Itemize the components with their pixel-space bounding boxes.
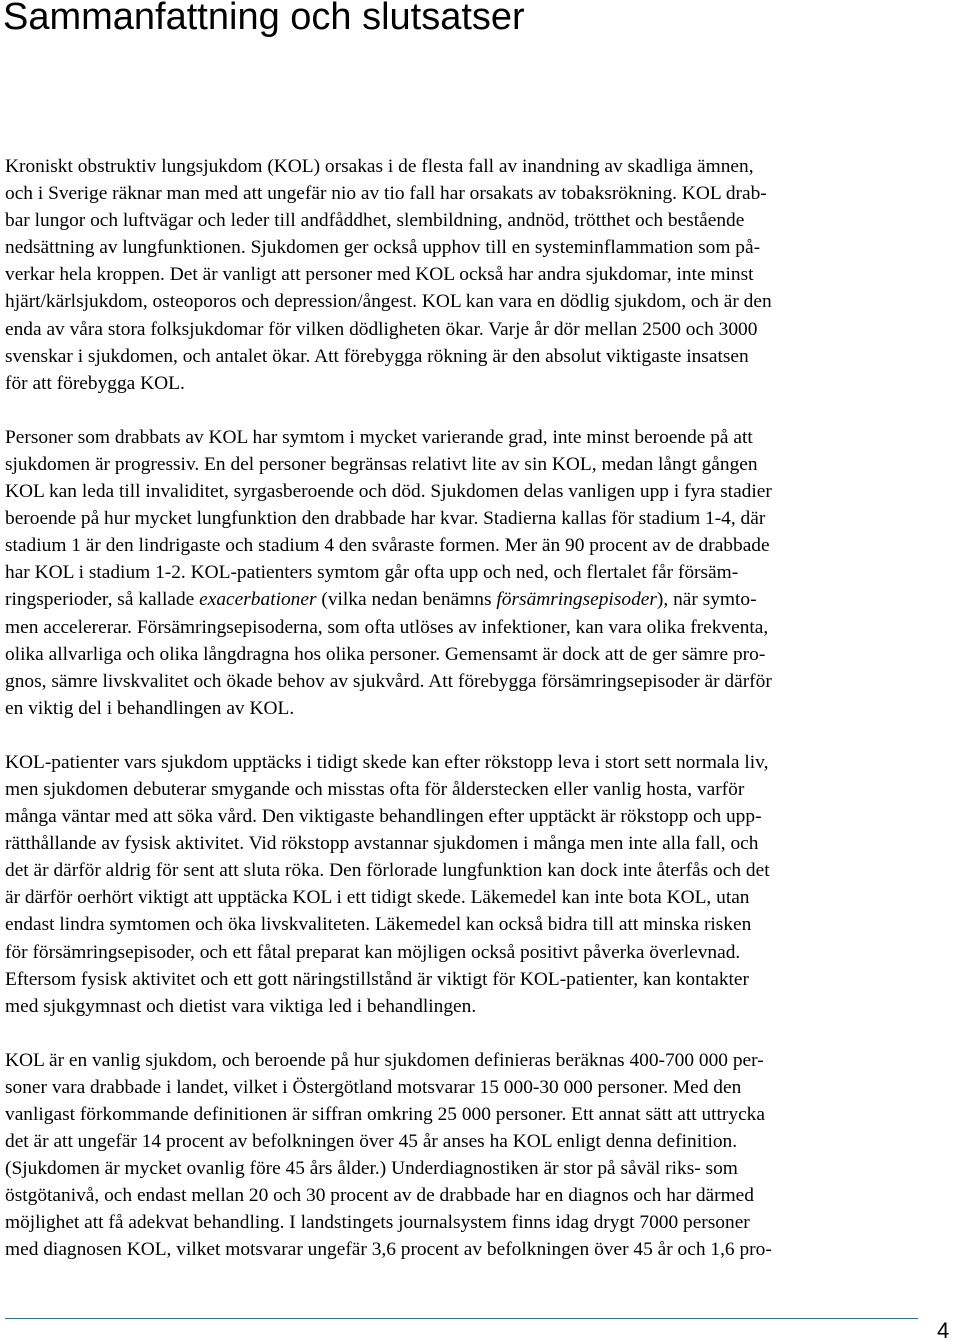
text-line [5,641,950,668]
paragraph [5,153,950,397]
text-line [5,776,950,803]
text-run: har KOL i stadium 1-2. KOL-patienters symtom går ofta upp och ned, och flertalet får försäm- [5,562,739,584]
text-line [5,668,950,695]
text-line [5,370,950,397]
text-run: beroende på hur mycket lungfunktion den drabbade har kvar. Stadierna kallas för stadium 1-4, där [5,508,766,530]
text-run: verkar hela kroppen. Det är vanligt att personer med KOL också har andra sjukdomar, inte minst [5,264,754,286]
text-run: KOL kan leda till invaliditet, syrgasberoende och död. Sjukdomen delas vanligen upp i fyra stadier [5,481,772,503]
text-run: ringsperioder, så kallade [5,589,200,611]
text-line [5,559,950,586]
text-run: men sjukdomen debuterar smygande och misstas ofta för ålderstecken eller vanlig hosta, varför [5,778,745,800]
text-line [5,1236,950,1263]
text-line [5,505,950,532]
italic-term: exacerbationer [199,589,317,611]
text-line [5,911,950,938]
text-line [5,1209,950,1236]
text-line [5,1101,950,1128]
text-line [5,966,950,993]
text-line [5,180,950,207]
text-run: Kroniskt obstruktiv lungsjukdom (KOL) orsakas i de flesta fall av inandning av skadliga ämnen, [5,156,754,177]
text-run: men accelererar. Försämringsepisoderna, som ofta utlöses av infektioner, kan vara olika frekventa, [5,616,769,638]
text-line [5,424,950,451]
text-line [5,316,950,343]
text-line [5,261,950,288]
text-run: hjärt/kärlsjukdom, osteoporos och depression/ångest. KOL kan vara en dödlig sjukdom, och är den [5,291,772,313]
text-line [5,993,950,1020]
text-line [5,451,950,478]
text-line [5,1047,950,1074]
text-run: gnos, sämre livskvalitet och ökade behov av sjukvård. Att förebygga försämringsepisoder är därför [5,670,772,692]
text-line [5,749,950,776]
text-line [5,614,950,641]
text-run: en viktig del i behandlingen av KOL. [5,697,295,719]
text-line [5,939,950,966]
text-run: Eftersom fysisk aktivitet och ett gott näringstillstånd är viktigt för KOL-patienter, kan kontakter [5,968,749,990]
text-line [5,288,950,315]
text-line [5,1155,950,1182]
text-run: Personer som drabbats av KOL har symtom i mycket varierande grad, inte minst beroende på att [5,426,753,448]
text-run: endast lindra symtomen och öka livskvaliteten. Läkemedel kan också bidra till att minska risken [5,914,752,936]
text-line [5,803,950,830]
text-line [5,207,950,234]
text-run: det är därför aldrig för sent att sluta röka. Den förlorade lungfunktion kan dock inte återfås och det [5,860,770,882]
text-run: KOL-patienter vars sjukdom upptäcks i tidigt skede kan efter rökstopp leva i stort sett normala liv, [5,751,769,773]
text-run: det är att ungefär 14 procent av befolkningen över 45 år anses ha KOL enligt denna definition. [5,1131,738,1153]
text-line [5,1182,950,1209]
body-text [5,153,950,1291]
text-run: nedsättning av lungfunktionen. Sjukdomen ger också upphov till en systeminflammation som på- [5,237,761,259]
text-run: soner vara drabbade i landet, vilket i Östergötland motsvarar 15 000-30 000 personer. Med den [5,1076,742,1098]
footer-rule [5,1318,918,1319]
text-run: stadium 1 är den lindrigaste och stadium 4 den svåraste formen. Mer än 90 procent av de drabbade [5,535,770,557]
text-line [5,830,950,857]
text-run: vanligast förkommande definitionen är siffran omkring 25 000 personer. Ett annat sätt att uttrycka [5,1104,765,1125]
text-run: bar lungor och luftvägar och leder till andfåddhet, slembildning, andnöd, trötthet och bestående [5,210,745,232]
text-run: för försämringsepisoder, och ett fåtal preparat kan möjligen också positivt påverka överlevnad. [5,941,741,963]
italic-term: försämringsepisoder [496,589,657,611]
text-line [5,234,950,261]
text-run: ), när symto- [656,589,757,611]
text-run: svenskar i sjukdomen, och antalet ökar. Att förebygga rökning är den absolut viktigaste insatsen [5,345,749,367]
text-line [5,153,950,180]
text-run: med sjukgymnast och dietist vara viktiga led i behandlingen. [5,995,477,1017]
page-title: Sammanfattning och slutsatser [3,0,525,38]
page-number: 4 [937,1318,950,1343]
text-line [5,695,950,722]
text-line [5,343,950,370]
text-line [5,857,950,884]
text-line [5,532,950,559]
text-run: (Sjukdomen är mycket ovanlig före 45 års ålder.) Underdiagnostiken är stor på såväl riks- som [5,1158,738,1180]
paragraph [5,1047,950,1264]
text-run: och i Sverige räknar man med att ungefär nio av tio fall har orsakats av tobaksrökning. KOL drab- [5,183,767,205]
text-run: (vilka nedan benämns [316,589,497,611]
text-run: östgötanivå, och endast mellan 20 och 30 procent av de drabbade har en diagnos och har därmed [5,1185,754,1207]
text-run: många väntar med att söka vård. Den viktigaste behandlingen efter upptäckt är rökstopp och upp- [5,806,762,828]
text-run: för att förebygga KOL. [5,372,185,394]
text-line [5,1074,950,1101]
paragraph [5,424,950,722]
text-run: olika allvarliga och olika långdragna hos olika personer. Gemensamt är dock att de ger sämre pro- [5,643,766,665]
text-run: enda av våra stora folksjukdomar för vilken dödligheten ökar. Varje år dör mellan 2500 och 3000 [5,318,758,340]
text-run: är därför oerhört viktigt att upptäcka KOL i ett tidigt skede. Läkemedel kan inte bota KOL, utan [5,887,750,909]
text-run: möjlighet att få adekvat behandling. I landstingets journalsystem finns idag drygt 7000 personer [5,1212,750,1234]
text-run: sjukdomen är progressiv. En del personer begränsas relativt lite av sin KOL, medan långt gången [5,453,758,475]
text-run: KOL är en vanlig sjukdom, och beroende på hur sjukdomen definieras beräknas 400-700 000 per- [5,1049,764,1071]
text-line [5,884,950,911]
paragraph [5,749,950,1020]
text-run: rätthållande av fysisk aktivitet. Vid rökstopp avstannar sjukdomen i många men inte alla fall, och [5,833,759,855]
text-line [5,478,950,505]
text-line [5,586,950,613]
text-run: med diagnosen KOL, vilket motsvarar ungefär 3,6 procent av befolkningen över 45 år och 1,6 pro- [5,1239,772,1261]
text-line [5,1128,950,1155]
